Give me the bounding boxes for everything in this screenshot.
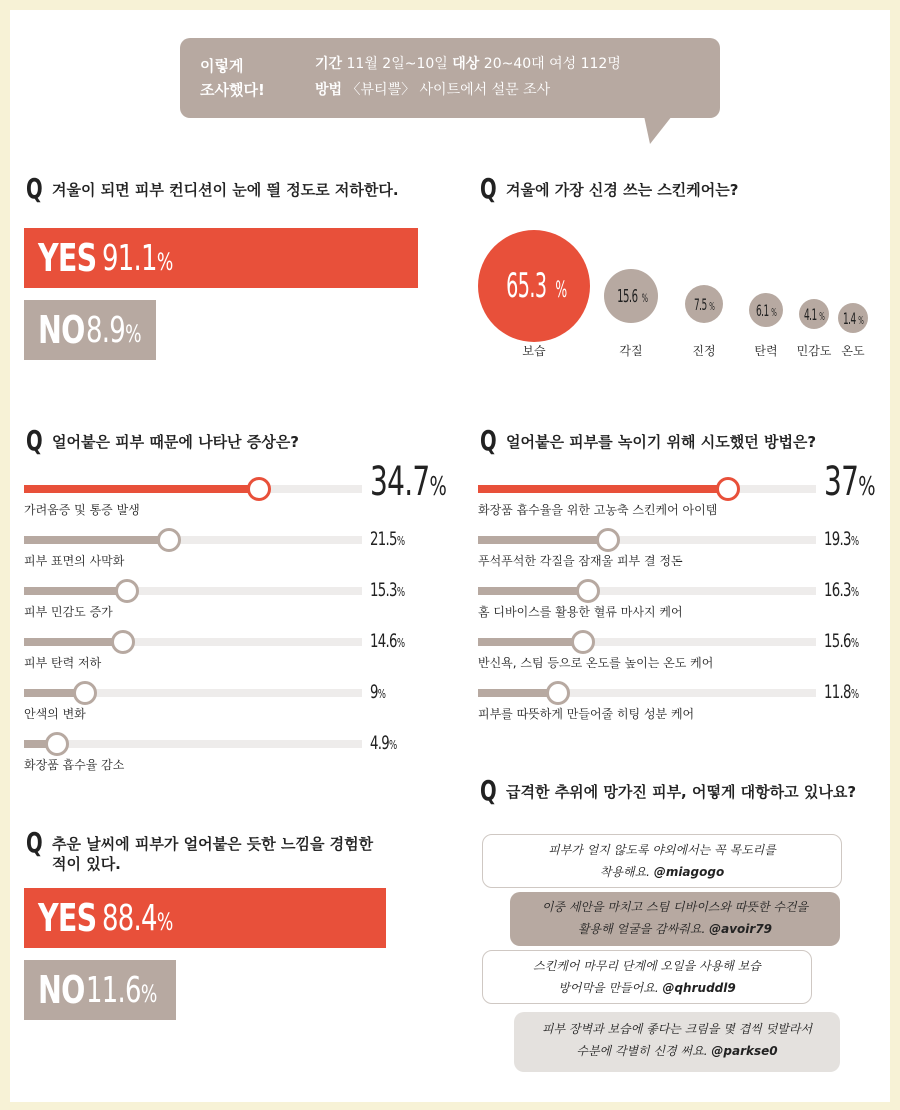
comment-1-line2: 착용해요.	[599, 865, 650, 879]
bubble-label-1: 각질	[619, 344, 643, 358]
q-letter: Q	[480, 172, 497, 205]
q1-yes-bar	[24, 228, 418, 288]
q2-title	[480, 174, 738, 204]
q6-question: 급격한 추위에 망가진 피부, 어떻게 대항하고 있나요?	[506, 783, 857, 801]
target-value: 20~40대 여성 112명	[483, 56, 621, 72]
bar-value: 21.5%	[370, 528, 405, 550]
q5-yes-bar	[24, 888, 386, 948]
q1-question: 겨울이 되면 피부 컨디션이 눈에 띌 정도로 저하한다.	[52, 181, 399, 199]
bar-track	[478, 638, 816, 646]
bar-knob	[247, 477, 271, 501]
target-label: 대상	[452, 56, 480, 72]
survey-method-line	[315, 79, 550, 101]
q1-no-label: NO	[38, 308, 85, 352]
comment-bubble-3	[482, 950, 812, 1004]
bar-knob	[546, 681, 570, 705]
bubble-label-2: 진정	[692, 344, 716, 358]
bar-label: 피부 표면의 사막화	[24, 554, 125, 568]
bubble-0	[478, 230, 590, 342]
comment-bubble-1	[482, 834, 842, 888]
bubble-label-4: 민감도	[796, 344, 832, 358]
q5-yes-value: 88.4%	[101, 897, 173, 939]
bar-fill	[478, 485, 728, 493]
bar-label: 피부를 따뜻하게 만들어줄 히팅 성분 케어	[478, 707, 695, 721]
bubble-value-5: 1.4 %	[843, 308, 864, 328]
bar-knob	[157, 528, 181, 552]
period-value: 11월 2일~10일	[346, 56, 448, 72]
bar-value: 11.8%	[824, 681, 859, 703]
survey-info-title-line2: 조사했다!	[200, 81, 265, 99]
bubble-1	[604, 269, 658, 323]
bar-value: 19.3%	[824, 528, 859, 550]
bubble-value-0: 65.3 %	[506, 266, 567, 306]
comment-2-line2: 활용해 얼굴을 감싸줘요.	[577, 922, 706, 936]
bar-knob	[571, 630, 595, 654]
bubble-value-2: 7.5 %	[694, 294, 715, 314]
bar-label: 안색의 변화	[24, 707, 86, 721]
bar-fill	[24, 536, 169, 544]
comment-bubble-2	[510, 892, 840, 946]
q4-title	[480, 426, 816, 456]
bar-value: 15.3%	[370, 579, 405, 601]
q-letter: Q	[480, 424, 497, 457]
comment-4-line1: 피부 장벽과 보습에 좋다는 크림을 몇 겹씩 덧발라서	[541, 1022, 813, 1036]
bar-track	[24, 485, 362, 493]
q1-yes-value: 91.1%	[101, 237, 173, 279]
bar-fill	[24, 587, 127, 595]
q2-question: 겨울에 가장 신경 쓰는 스킨케어는?	[506, 181, 739, 199]
bar-value: 9%	[370, 681, 386, 703]
bubble-3	[749, 293, 783, 327]
q5-question	[52, 828, 373, 874]
q5-yes-label: YES	[38, 896, 97, 940]
bar-fill	[24, 485, 259, 493]
bubble-5	[838, 303, 868, 333]
bar-value: 4.9%	[370, 732, 397, 754]
bubble-4	[799, 299, 829, 329]
q5-no-value: 11.6%	[86, 969, 157, 1011]
bubble-label-3: 탄력	[754, 344, 778, 358]
bar-track	[478, 485, 816, 493]
bar-track	[478, 536, 816, 544]
q5-question-line2: 적이 있다.	[52, 855, 121, 873]
bar-track	[24, 740, 362, 748]
q1-no-bar	[24, 300, 156, 360]
bar-label: 피부 민감도 증가	[24, 605, 113, 619]
bar-value: 14.6%	[370, 630, 405, 652]
bubble-value-1: 15.6 %	[617, 285, 648, 307]
bar-label: 피부 탄력 저하	[24, 656, 102, 670]
bar-value: 37%	[824, 459, 875, 505]
bar-label: 홈 디바이스를 활용한 혈류 마사지 케어	[478, 605, 683, 619]
comment-4-line2: 수분에 각별히 신경 써요.	[576, 1044, 708, 1058]
survey-info-title	[200, 54, 300, 102]
comment-1-line1: 피부가 얼지 않도록 야외에서는 꼭 목도리를	[548, 843, 776, 857]
comment-bubble-4	[514, 1012, 840, 1072]
bar-value: 34.7%	[370, 459, 447, 505]
method-label: 방법	[315, 82, 343, 98]
bar-label: 화장품 흡수율 감소	[24, 758, 125, 772]
bar-value: 15.6%	[824, 630, 859, 652]
bubble-label-0: 보습	[522, 344, 546, 358]
bar-knob	[596, 528, 620, 552]
bubble-value-4: 4.1 %	[804, 304, 825, 324]
bar-fill	[478, 536, 608, 544]
comment-3-line2: 방어막을 만들어요.	[558, 981, 659, 995]
bar-label: 가려움증 및 통증 발생	[24, 503, 140, 517]
bubble-value-3: 6.1 %	[756, 300, 777, 320]
survey-period-line	[315, 53, 621, 75]
comment-2-handle: @avoir79	[709, 922, 773, 936]
period-label: 기간	[315, 56, 343, 72]
q1-title	[26, 174, 399, 204]
bubble-2	[685, 285, 723, 323]
comment-2-line1: 이중 세안을 마치고 스팀 디바이스와 따뜻한 수건을	[541, 900, 809, 914]
q1-no-value: 8.9%	[86, 309, 141, 351]
bar-fill	[478, 587, 588, 595]
q5-title	[26, 828, 373, 874]
bar-track	[478, 587, 816, 595]
q3-title	[26, 426, 299, 456]
q-letter: Q	[26, 826, 43, 859]
comment-4-handle: @parkse0	[711, 1044, 778, 1058]
method-value: 〈뷰티쁠〉 사이트에서 설문 조사	[346, 82, 551, 98]
speech-bubble-tail	[644, 116, 672, 144]
bar-value: 16.3%	[824, 579, 859, 601]
bar-knob	[115, 579, 139, 603]
bar-knob	[111, 630, 135, 654]
q-letter: Q	[480, 774, 497, 807]
bar-fill	[24, 638, 123, 646]
q3-question: 얼어붙은 피부 때문에 나타난 증상은?	[52, 433, 299, 451]
q5-no-bar	[24, 960, 176, 1020]
q1-yes-label: YES	[38, 236, 97, 280]
bar-track	[24, 536, 362, 544]
bar-track	[478, 689, 816, 697]
bar-knob	[716, 477, 740, 501]
bar-track	[24, 689, 362, 697]
bar-knob	[73, 681, 97, 705]
q4-question: 얼어붙은 피부를 녹이기 위해 시도했던 방법은?	[506, 433, 817, 451]
bar-fill	[478, 638, 583, 646]
q5-question-line1: 추운 날씨에 피부가 얼어붙은 듯한 느낌을 경험한	[52, 835, 374, 853]
comment-3-handle: @qhruddl9	[662, 981, 736, 995]
survey-info-title-line1: 이렇게	[200, 57, 244, 75]
bar-label: 푸석푸석한 각질을 잠재울 피부 결 정돈	[478, 554, 683, 568]
comment-1-handle: @miagogo	[653, 865, 725, 879]
q6-title	[480, 776, 856, 806]
bubble-label-5: 온도	[841, 344, 865, 358]
q-letter: Q	[26, 172, 43, 205]
bar-track	[24, 587, 362, 595]
q5-no-label: NO	[38, 968, 85, 1012]
bar-knob	[576, 579, 600, 603]
survey-info-bubble	[180, 38, 720, 118]
bar-label: 화장품 흡수율을 위한 고농축 스킨케어 아이템	[478, 503, 718, 517]
comment-3-line1: 스킨케어 마무리 단계에 오일을 사용해 보습	[533, 959, 761, 973]
bar-label: 반신욕, 스팀 등으로 온도를 높이는 온도 케어	[478, 656, 714, 670]
bar-knob	[45, 732, 69, 756]
q-letter: Q	[26, 424, 43, 457]
bar-track	[24, 638, 362, 646]
